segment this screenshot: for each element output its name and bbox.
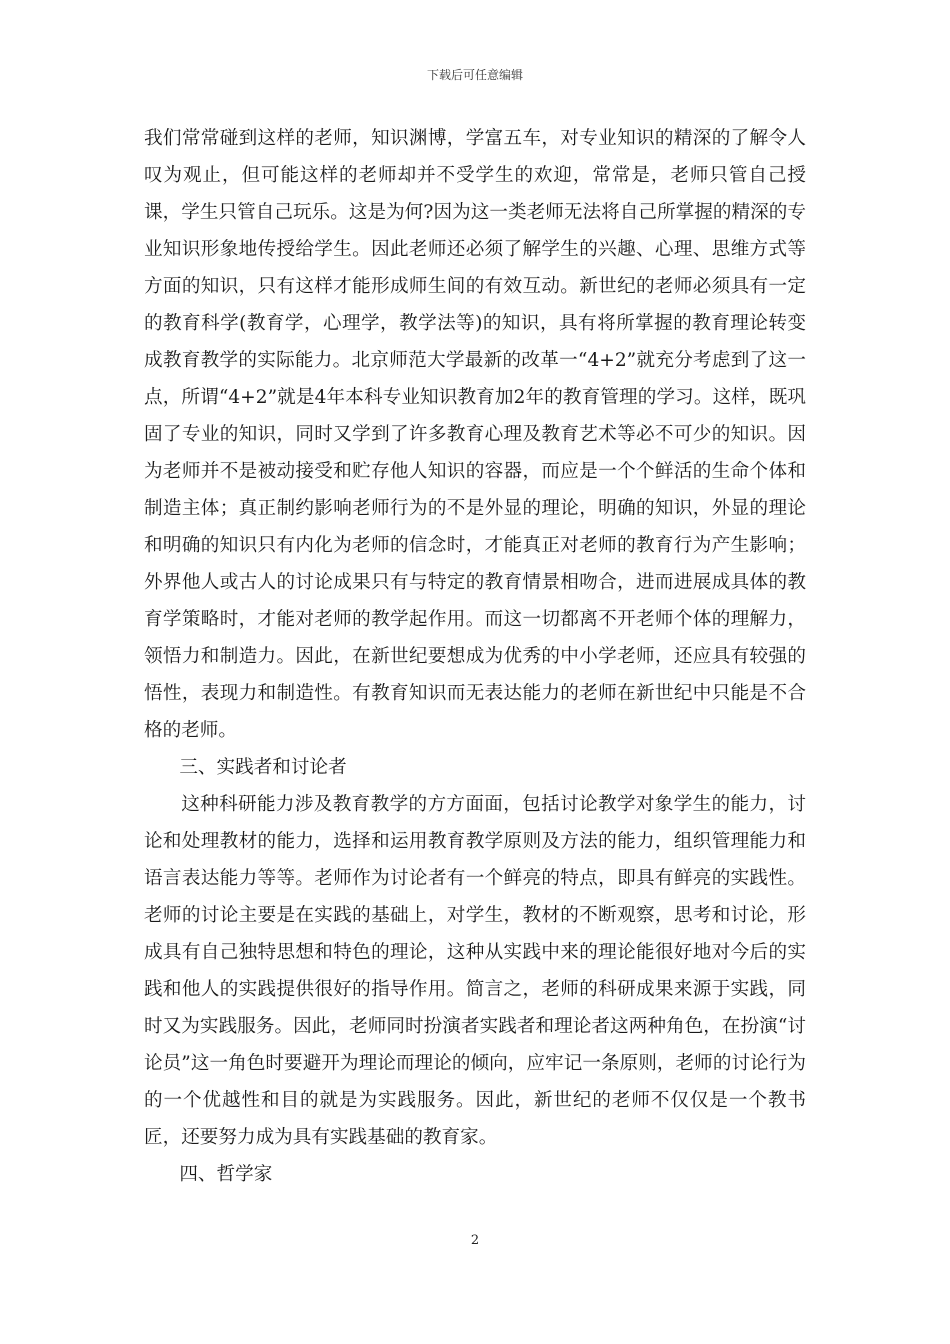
- paragraph-researcher: 这种科研能力涉及教育教学的方方面面，包括讨论教学对象学生的能力，讨论和处理教材的能力，选择和运用教育教学原则及方法的能力，组织管理能力和语言表达能力等等。老师作为讨论者有一个鲜亮的特点，即具有鲜亮的实践性。老师的讨论主要是在实践的基础上，对学生，教材的不断观察，思考和讨论，形成具有自己独特思想和特色的理论，这种从实践中来的理论能很好地对今后的实践和他人的实践提供很好的指导作用。简言之，老师的科研成果来源于实践，同时又为实践服务。因此，老师同时扮演者实践者和理论者这两种角色，在扮演“讨论员”这一角色时要避开为理论而理论的倾向，应牢记一条原则，老师的讨论行为的一个优越性和目的就是为实践服务。因此，新世纪的老师不仅仅是一个教书匠，还要努力成为具有实践基础的教育家。: [144, 794, 806, 1148]
- section-heading-3: 三、实践者和讨论者: [179, 757, 347, 778]
- document-body: [144, 120, 806, 1193]
- page-header: 下载后可任意编辑: [426, 68, 523, 82]
- paragraph-continued: 我们常常碰到这样的老师，知识渊博，学富五车，对专业知识的精深的了解令人叹为观止，但可能这样的老师却并不受学生的欢迎，常常是，老师只管自己授课，学生只管自己玩乐。这是为何?因为这一类老师无法将自己所掌握的精深的专业知识形象地传授给学生。因此老师还必须了解学生的兴趣、心理、思维方式等方面的知识，只有这样才能形成师生间的有效互动。新世纪的老师必须具有一定的教育科学(教育学，心理学，教学法等)的知识，具有将所掌握的教育理论转变成教育教学的实际能力。北京师范大学最新的改革一“4+2”就充分考虑到了这一点，所谓“4+2”就是4年本科专业知识教育加2年的教育管理的学习。这样，既巩固了专业的知识，同时又学到了许多教育心理及教育艺术等必不可少的知识。因为老师并不是被动接受和贮存他人知识的容器，而应是一个个鲜活的生命个体和制造主体；真正制约影响老师行为的不是外显的理论，明确的知识，外显的理论和明确的知识只有内化为老师的信念时，才能真正对老师的教育行为产生影响；外界他人或古人的讨论成果只有与特定的教育情景相吻合，进而进展成具体的教育学策略时，才能对老师的教学起作用。而这一切都离不开老师个体的理解力，领悟力和制造力。因此，在新世纪要想成为优秀的中小学老师，还应具有较强的悟性，表现力和制造性。有教育知识而无表达能力的老师在新世纪中只能是不合格的老师。: [144, 128, 806, 741]
- page-number: 2: [470, 1233, 480, 1248]
- section-heading-4: 四、哲学家: [179, 1164, 273, 1185]
